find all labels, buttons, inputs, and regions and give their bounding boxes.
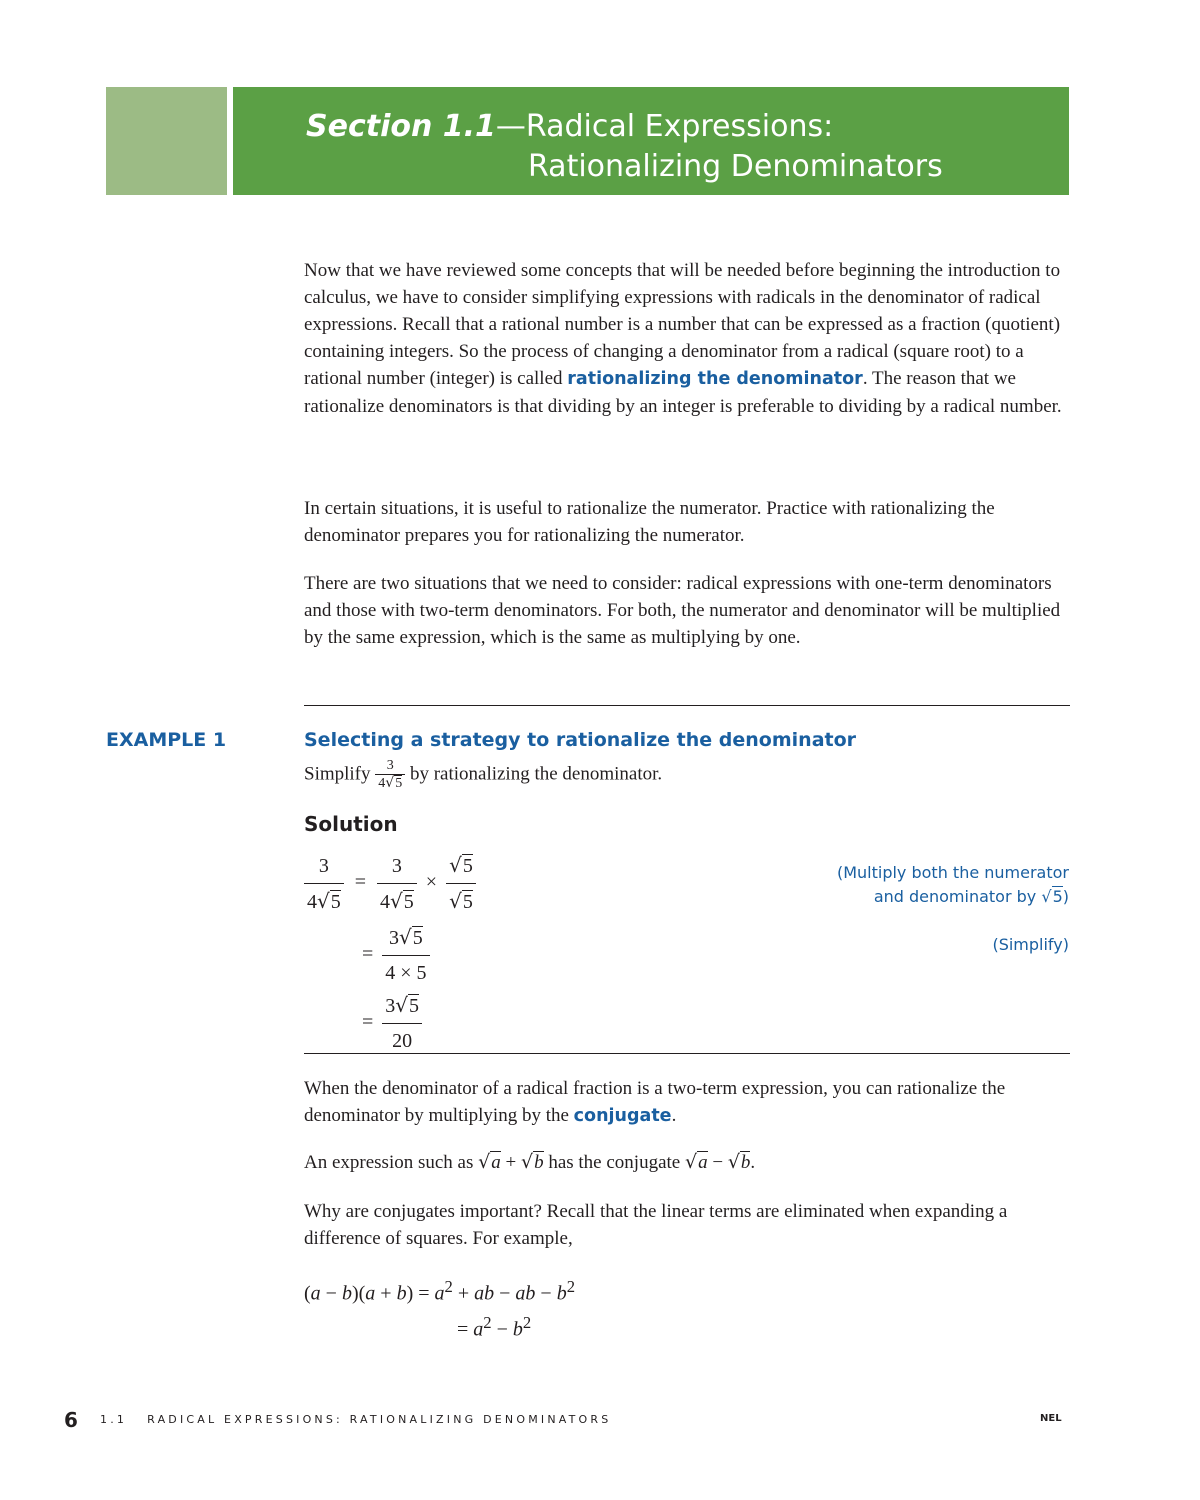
section-title-line1: —Radical Expressions: <box>495 109 834 144</box>
conjugate-p1-end: . <box>671 1105 677 1126</box>
conjugate-p2-text: An expression such as <box>304 1152 474 1173</box>
section-title-line2: Rationalizing Denominators <box>528 149 943 184</box>
note-multiply-line2: and denominator by <box>873 887 1037 906</box>
key-term-rationalizing: rationalizing the denominator <box>567 369 863 389</box>
note-multiply-line1: (Multiply both the numerator <box>836 863 1069 882</box>
example-prompt-end: by rationalizing the denominator. <box>409 763 663 785</box>
difference-of-squares-line-1: $(a - b)(a + b) = a^2$ + ab − ab − $b^2$ <box>304 1277 576 1305</box>
difference-of-squares-line-2: = $a^2 - b^2$ <box>457 1313 532 1341</box>
header-accent-block <box>106 87 227 195</box>
solution-step-3: = $\frac{3√5}{20}$ <box>362 988 422 1058</box>
solution-step-1: $\frac{3}{4√5}$ = $\frac{3}{4√5}$ × $\frac{√5}{√5}$ <box>304 848 476 919</box>
conjugate-paragraph-2: An expression such as √a + √b has the conjugate √a − √b. <box>304 1151 756 1173</box>
example-prompt <box>304 758 662 792</box>
section-label: Section 1.1 <box>306 109 496 144</box>
intro-p1-text: Now that we have reviewed some concepts that will be needed before beginning the introduction to calculus, we have to consider simplifying expressions with radicals in the denominator of radical expressions. Recall that a rational number is a number that can be expressed as a fraction (quotient) containing integers. So the process of changing a denominator from a radical (square root) to a rational number (integer) is called <box>304 260 1061 389</box>
page-number: 6 <box>64 1408 78 1432</box>
note-simplify: (Simplify) <box>992 935 1069 954</box>
intro-paragraph-2 <box>304 495 1074 549</box>
conjugate-p2-middle: has the conjugate <box>548 1152 681 1173</box>
example-title: Selecting a strategy to rationalize the denominator <box>304 729 857 751</box>
conjugate-paragraph-3 <box>304 1198 1074 1252</box>
conjugate-p1-text: When the denominator of a radical fraction is a two-term expression, you can rationalize the denominator by multiplying by the <box>304 1078 1006 1126</box>
intro-p3-text: There are two situations that we need to consider: radical expressions with one-term denominators and those with two-term denominators. For both, the numerator and denominator will be multiplied by the same expression, which is the same as multiplying by one. <box>304 573 1061 648</box>
example-prompt-start: Simplify <box>304 763 371 785</box>
solution-step-2: = $\frac{3√5}{4 \times 5}$ <box>362 920 430 990</box>
intro-paragraph-1 <box>304 257 1074 420</box>
example-bottom-rule <box>304 1053 1070 1054</box>
conjugate-paragraph-1 <box>304 1075 1074 1130</box>
publisher-mark: NEL <box>1040 1413 1062 1424</box>
key-term-conjugate: conjugate <box>573 1106 672 1126</box>
note-multiply: (Multiply both the numerator and denominator by √5) <box>836 863 1069 906</box>
section-title <box>306 107 943 187</box>
intro-paragraph-3 <box>304 570 1074 651</box>
running-title: 1.1 RADICAL EXPRESSIONS: RATIONALIZING DENOMINATORS <box>100 1413 612 1426</box>
example-top-rule <box>304 705 1070 706</box>
prompt-fraction: $\frac{3}{4√5}$ <box>375 758 405 792</box>
intro-p2-text: In certain situations, it is useful to rationalize the numerator. Practice with rationalizing the denominator prepares you for rationalizing the numerator. <box>304 498 995 546</box>
solution-heading: Solution <box>304 812 398 836</box>
example-label: EXAMPLE 1 <box>106 729 227 751</box>
intro-p1-text-end: . The reason that we rationalize denominators is that dividing by an integer is preferable to dividing by a radical number. <box>304 368 1062 417</box>
conjugate-p3-text: Why are conjugates important? Recall that the linear terms are eliminated when expanding a difference of squares. For example, <box>304 1201 1008 1249</box>
